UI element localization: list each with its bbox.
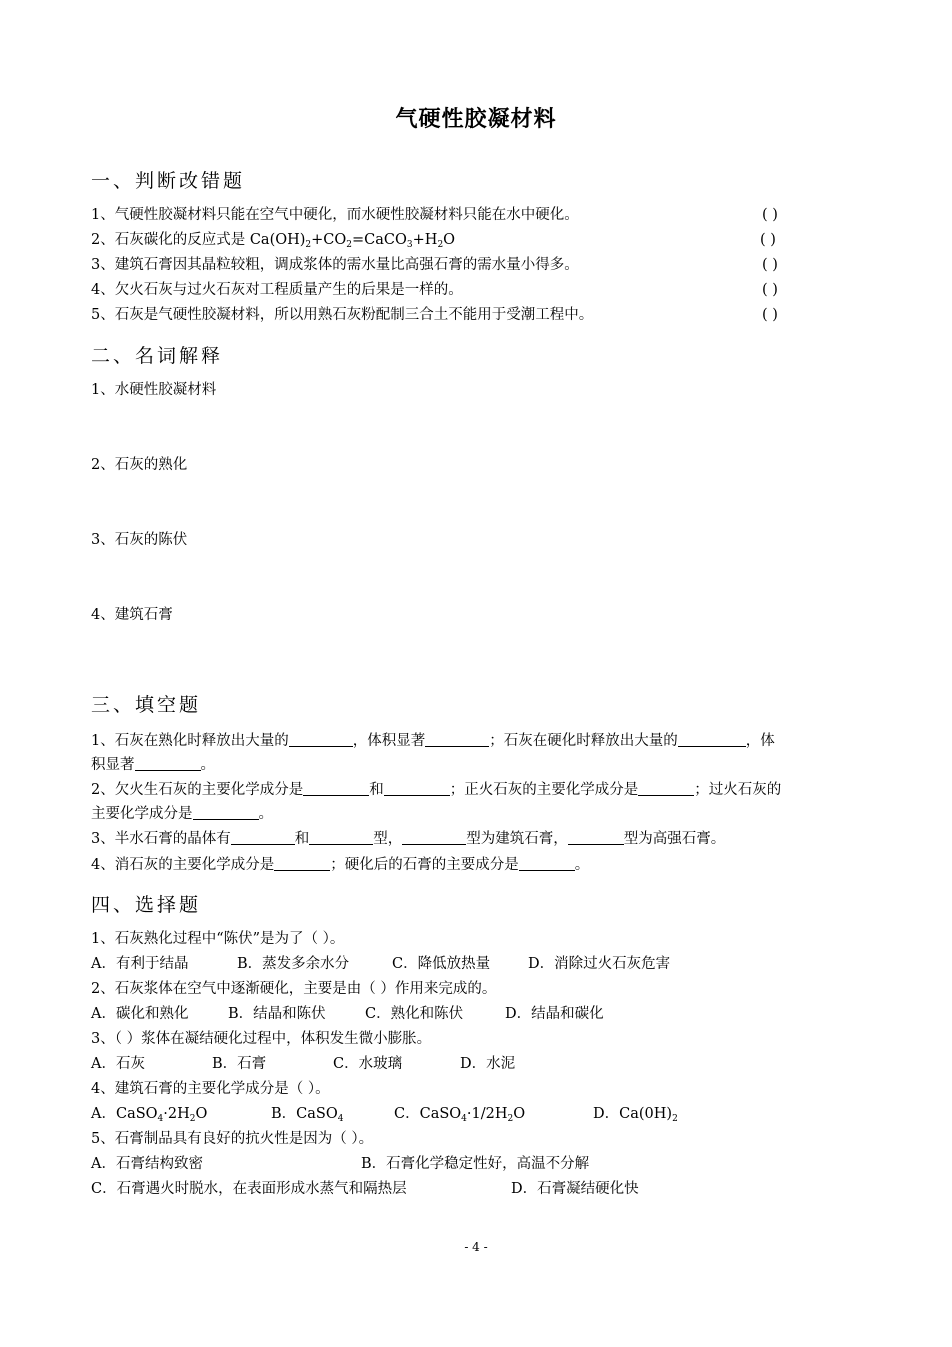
choice-q3: 3、（ ）浆体在凝结硬化过程中，体积发生微小膨胀。 bbox=[91, 1031, 432, 1047]
fill-blank[interactable] bbox=[678, 732, 746, 747]
section-heading-terms: 二、名词解释 bbox=[91, 345, 224, 367]
fill-text: ；正火石灰的主要化学成分是 bbox=[449, 782, 639, 798]
choice-q5-option-b[interactable]: B．石膏化学稳定性好，高温不分解 bbox=[361, 1156, 590, 1172]
fill-text: 。 bbox=[574, 857, 590, 873]
fill-blank[interactable] bbox=[303, 781, 369, 796]
option-text: C．CaSO bbox=[394, 1106, 462, 1122]
fill-blank[interactable] bbox=[274, 856, 330, 871]
formula-part: =CaCO bbox=[352, 232, 407, 248]
judge-item-5: 5、石灰是气硬性胶凝材料，所以用熟石灰粉配制三合土不能用于受潮工程中。 bbox=[91, 307, 594, 323]
choice-q1-option-b[interactable]: B．蒸发多余水分 bbox=[237, 956, 350, 972]
option-text: B．CaSO bbox=[271, 1106, 338, 1122]
fill-text: 主要化学成分是 bbox=[91, 806, 193, 822]
option-text: D．Ca(0H) bbox=[593, 1106, 673, 1122]
fill-text: 4、消石灰的主要化学成分是 bbox=[91, 857, 275, 873]
choice-q2-option-c[interactable]: C．熟化和陈伏 bbox=[365, 1006, 464, 1022]
fill-blank[interactable] bbox=[309, 830, 373, 845]
choice-q3-option-c[interactable]: C．水玻璃 bbox=[333, 1056, 403, 1072]
subscript: 4 bbox=[337, 1114, 344, 1124]
judge-item-2-text: 2、石灰碳化的反应式是 Ca(OH) bbox=[91, 232, 306, 248]
section-heading-fill: 三、填空题 bbox=[91, 694, 202, 716]
fill-item-2-line2 bbox=[91, 804, 273, 824]
choice-q2-options bbox=[91, 1004, 604, 1024]
formula-part: +CO bbox=[311, 232, 347, 248]
choice-q5-option-a[interactable]: A．石膏结构致密 bbox=[91, 1156, 203, 1172]
section-heading-judge: 一、判断改错题 bbox=[91, 170, 246, 192]
subscript: 4 bbox=[461, 1114, 467, 1124]
choice-q1-option-c[interactable]: C．降低放热量 bbox=[392, 956, 491, 972]
fill-text: 1、石灰在熟化时释放出大量的 bbox=[91, 733, 289, 749]
answer-paren-3: ( ) bbox=[762, 257, 778, 273]
choice-q4-options bbox=[91, 1104, 678, 1124]
term-item-4: 4、建筑石膏 bbox=[91, 607, 173, 623]
answer-paren-1: ( ) bbox=[762, 207, 778, 223]
term-item-1: 1、水硬性胶凝材料 bbox=[91, 382, 217, 398]
choice-q4: 4、建筑石膏的主要化学成分是（ ）。 bbox=[91, 1081, 330, 1097]
fill-text: 。 bbox=[200, 757, 215, 773]
choice-q3-option-b[interactable]: B．石膏 bbox=[212, 1056, 267, 1072]
fill-text: 积显著 bbox=[91, 757, 135, 773]
subscript: 2 bbox=[305, 240, 312, 250]
choice-q5-options-row1 bbox=[91, 1154, 589, 1174]
fill-text: ，体 bbox=[745, 733, 775, 749]
fill-blank[interactable] bbox=[519, 856, 575, 871]
option-text: O bbox=[195, 1106, 208, 1122]
choice-q5: 5、石膏制品具有良好的抗火性是因为（ ）。 bbox=[91, 1131, 374, 1147]
fill-blank[interactable] bbox=[638, 781, 694, 796]
fill-blank[interactable] bbox=[568, 830, 624, 845]
choice-q2-option-a[interactable]: A．碳化和熟化 bbox=[91, 1006, 189, 1022]
choice-q5-option-d[interactable]: D．石膏凝结硬化快 bbox=[511, 1181, 639, 1197]
fill-item-1-line2 bbox=[91, 755, 215, 775]
choice-q3-options bbox=[91, 1054, 515, 1074]
fill-blank[interactable] bbox=[289, 732, 353, 747]
fill-text: ；过火石灰的 bbox=[694, 782, 782, 798]
subscript: 2 bbox=[346, 240, 353, 250]
term-item-3: 3、石灰的陈伏 bbox=[91, 532, 188, 548]
fill-text: 。 bbox=[258, 806, 273, 822]
fill-text: 3、半水石膏的晶体有 bbox=[91, 831, 231, 847]
option-text: ·2H bbox=[163, 1106, 190, 1122]
subscript: 3 bbox=[406, 240, 413, 250]
choice-q5-options-row2 bbox=[91, 1179, 639, 1199]
option-text: ·1/2H bbox=[466, 1106, 508, 1122]
judge-item-4: 4、欠火石灰与过火石灰对工程质量产生的后果是一样的。 bbox=[91, 282, 463, 298]
fill-text: ；石灰在硬化时释放出大量的 bbox=[489, 733, 678, 749]
fill-blank[interactable] bbox=[384, 781, 450, 796]
choice-q4-option-c[interactable] bbox=[394, 1104, 593, 1124]
subscript: 2 bbox=[672, 1114, 678, 1124]
subscript: 4 bbox=[157, 1114, 164, 1124]
fill-text: 和 bbox=[294, 831, 310, 847]
choice-q4-option-b[interactable] bbox=[271, 1104, 394, 1124]
subscript: 2 bbox=[507, 1114, 514, 1124]
option-text: O bbox=[513, 1106, 526, 1122]
choice-q1: 1、石灰熟化过程中“陈伏”是为了（ ）。 bbox=[91, 931, 345, 947]
choice-q5-option-c[interactable]: C．石膏遇火时脱水，在表面形成水蒸气和隔热层 bbox=[91, 1181, 407, 1197]
fill-item-4 bbox=[91, 855, 589, 875]
choice-q4-option-d[interactable] bbox=[593, 1104, 678, 1124]
judge-item-1: 1、气硬性胶凝材料只能在空气中硬化，而水硬性胶凝材料只能在水中硬化。 bbox=[91, 207, 579, 223]
subscript: 2 bbox=[437, 240, 444, 250]
choice-q2-option-d[interactable]: D．结晶和碳化 bbox=[505, 1006, 604, 1022]
page-title: 气硬性胶凝材料 bbox=[395, 106, 557, 132]
choice-q2: 2、石灰浆体在空气中逐渐硬化，主要是由（ ）作用来完成的。 bbox=[91, 981, 497, 997]
judge-item-2 bbox=[91, 230, 455, 250]
fill-blank[interactable] bbox=[135, 756, 201, 771]
fill-text: 和 bbox=[369, 782, 384, 798]
fill-text: 型为高强石膏。 bbox=[623, 831, 726, 847]
fill-text: 型， bbox=[373, 831, 403, 847]
section-heading-choice: 四、选择题 bbox=[91, 894, 202, 916]
fill-text: ；硬化后的石膏的主要成分是 bbox=[330, 857, 519, 873]
fill-blank[interactable] bbox=[425, 732, 489, 747]
answer-paren-5: ( ) bbox=[762, 307, 778, 323]
choice-q3-option-a[interactable]: A．石灰 bbox=[91, 1056, 145, 1072]
fill-item-2-line1 bbox=[91, 780, 781, 800]
choice-q2-option-b[interactable]: B．结晶和陈伏 bbox=[228, 1006, 326, 1022]
fill-item-1-line1 bbox=[91, 731, 775, 751]
fill-text: 型为建筑石膏， bbox=[466, 831, 568, 847]
choice-q4-option-a[interactable] bbox=[91, 1104, 271, 1124]
fill-text: ，体积显著 bbox=[352, 733, 426, 749]
formula-part: +H bbox=[412, 232, 438, 248]
judge-item-3: 3、建筑石膏因其晶粒较粗，调成浆体的需水量比高强石膏的需水量小得多。 bbox=[91, 257, 579, 273]
choice-q1-option-a[interactable]: A．有利于结晶 bbox=[91, 956, 189, 972]
answer-paren-2: ( ) bbox=[760, 232, 776, 248]
page-number: - 4 - bbox=[464, 1240, 488, 1254]
fill-blank[interactable] bbox=[193, 805, 259, 820]
term-item-2: 2、石灰的熟化 bbox=[91, 457, 188, 473]
option-text: A．CaSO bbox=[91, 1106, 158, 1122]
choice-q1-options bbox=[91, 954, 670, 974]
formula-part: O bbox=[443, 232, 456, 248]
fill-blank[interactable] bbox=[231, 830, 295, 845]
fill-text: 2、欠火生石灰的主要化学成分是 bbox=[91, 782, 304, 798]
subscript: 2 bbox=[189, 1114, 196, 1124]
answer-paren-4: ( ) bbox=[762, 282, 778, 298]
fill-blank[interactable] bbox=[402, 830, 466, 845]
choice-q3-option-d[interactable]: D．水泥 bbox=[460, 1056, 516, 1072]
choice-q1-option-d[interactable]: D．消除过火石灰危害 bbox=[528, 956, 671, 972]
fill-item-3 bbox=[91, 829, 725, 849]
